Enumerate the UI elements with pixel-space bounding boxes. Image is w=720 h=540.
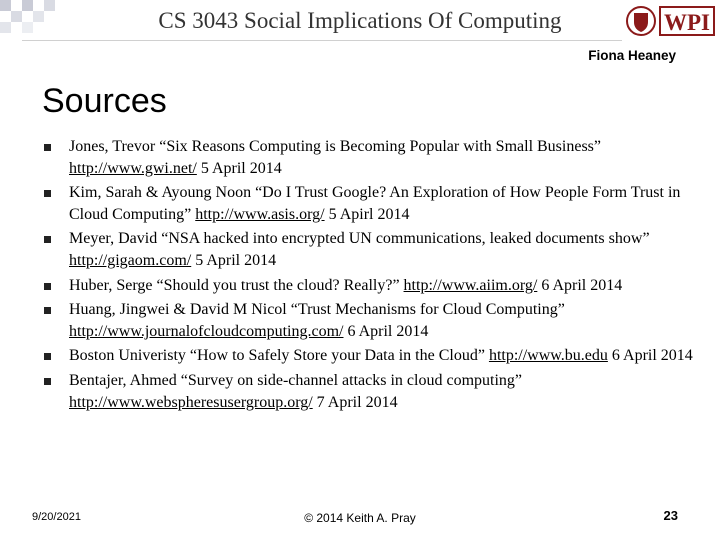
source-link[interactable]: http://www.bu.edu (488, 347, 608, 365)
source-date: 5 April 2014 (196, 159, 282, 177)
source-citation: Boston Univeristy “How to Safely Store your Data in the Cloud” (69, 347, 489, 365)
square-bullet-icon (44, 378, 51, 385)
source-item (44, 299, 694, 342)
page-number: 23 (663, 508, 678, 523)
source-date: 7 April 2014 (312, 393, 398, 411)
sources-list (44, 136, 694, 416)
source-link[interactable]: http://gigaom.com/ (69, 251, 192, 269)
footer-copyright: © 2014 Keith A. Pray (304, 511, 416, 525)
square-bullet-icon (44, 144, 51, 151)
footer-date: 9/20/2021 (32, 511, 81, 523)
source-item (44, 136, 694, 179)
source-item (44, 228, 694, 271)
source-citation: Bentajer, Ahmed “Survey on side-channel attacks in cloud computing” (69, 371, 523, 389)
source-citation: Huber, Serge “Should you trust the cloud? Really?” (69, 276, 404, 294)
square-bullet-icon (44, 283, 51, 290)
source-date: 5 Apirl 2014 (324, 205, 410, 223)
square-bullet-icon (44, 236, 51, 243)
header-divider (22, 40, 622, 41)
source-citation: Jones, Trevor “Six Reasons Computing is Becoming Popular with Small Business” (69, 138, 602, 155)
source-item (44, 275, 694, 297)
source-citation: Huang, Jingwei & David M Nicol “Trust Mechanisms for Cloud Computing” (69, 301, 565, 319)
source-item (44, 345, 694, 367)
source-link[interactable]: http://www.webspheresusergroup.org/ (69, 393, 313, 411)
source-date: 5 April 2014 (191, 251, 277, 269)
wpi-logo (626, 4, 716, 38)
author-name: Fiona Heaney (588, 48, 676, 63)
corner-checker-decoration (0, 0, 70, 45)
source-link[interactable]: http://www.asis.org/ (195, 205, 325, 223)
square-bullet-icon (44, 353, 51, 360)
course-title: CS 3043 Social Implications Of Computing (158, 8, 562, 33)
source-date: 6 April 2014 (607, 347, 693, 365)
source-citation: Kim, Sarah & Ayoung Noon “Do I Trust Google? An Exploration of How People Form Trust in Cloud Computing” (69, 184, 681, 223)
square-bullet-icon (44, 190, 51, 197)
source-citation: Meyer, David “NSA hacked into encrypted UN communications, leaked documents show” (69, 230, 650, 248)
source-link[interactable]: http://www.gwi.net/ (69, 159, 197, 177)
source-item (44, 182, 694, 225)
source-link[interactable]: http://www.aiim.org/ (403, 276, 538, 294)
source-item (44, 370, 694, 413)
square-bullet-icon (44, 307, 51, 314)
slide-title: Sources (42, 82, 167, 120)
source-link[interactable]: http://www.journalofcloudcomputing.com/ (69, 322, 344, 340)
source-date: 6 April 2014 (537, 276, 623, 294)
logo-text: WPI (664, 10, 710, 35)
source-date: 6 April 2014 (343, 322, 429, 340)
